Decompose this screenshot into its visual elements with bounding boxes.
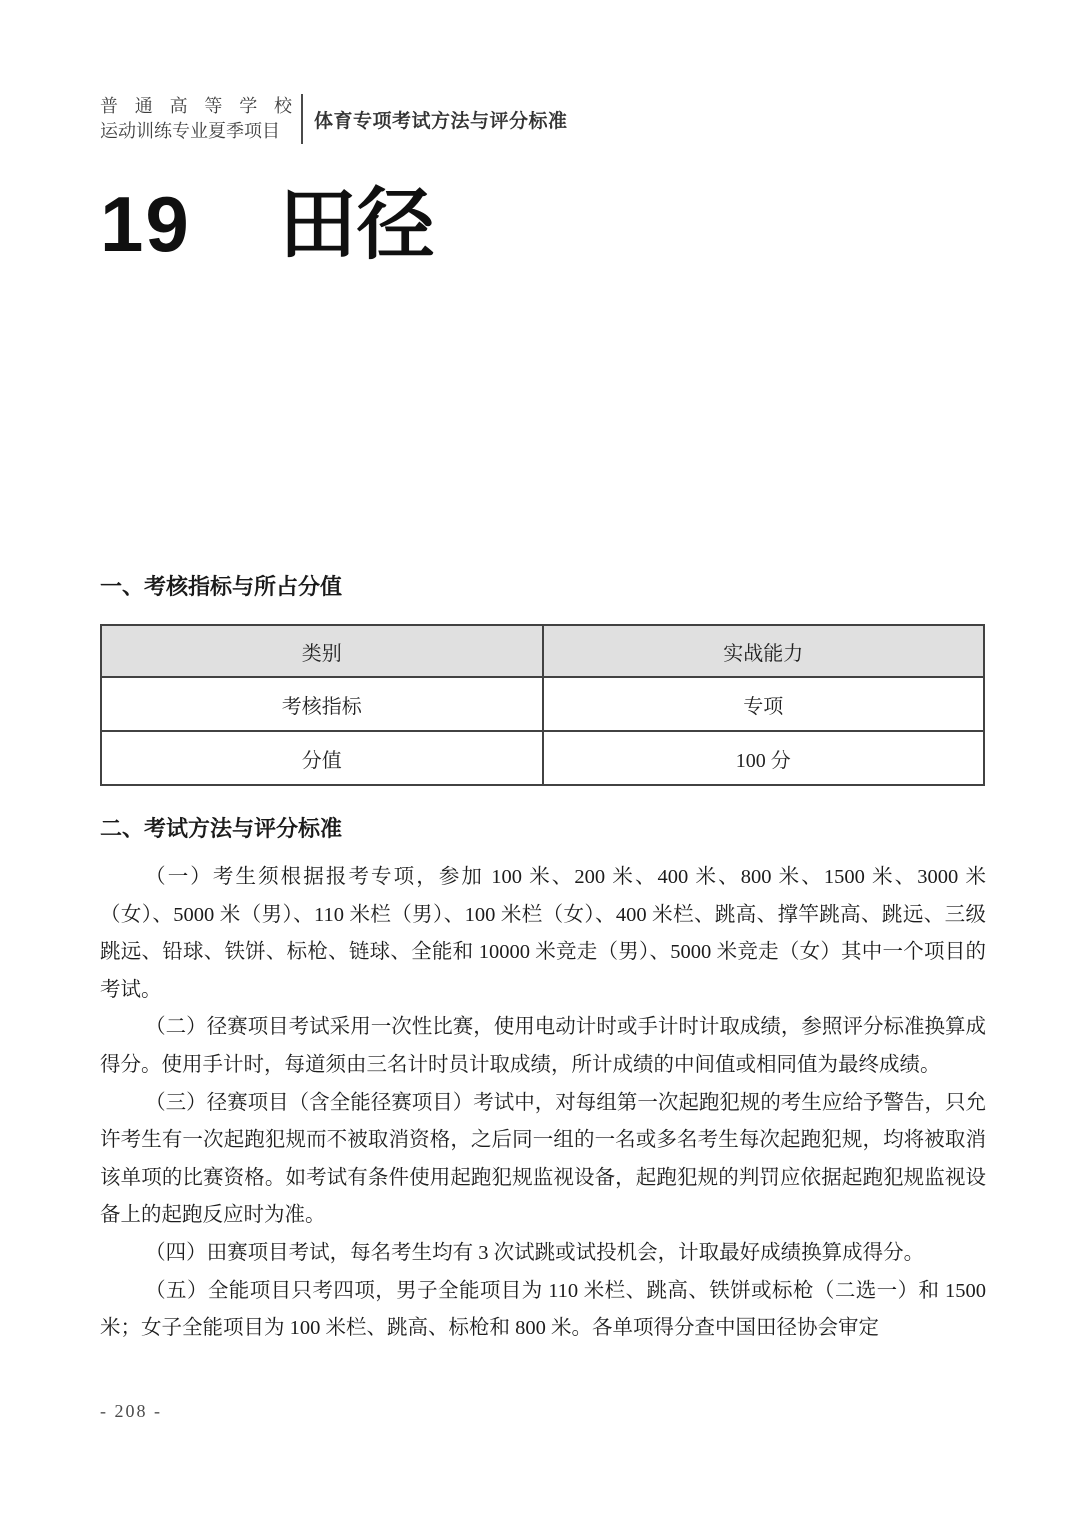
score-table-row-indicator bbox=[101, 677, 984, 731]
score-table-row-score bbox=[101, 731, 984, 785]
chapter-title bbox=[100, 180, 435, 268]
body-text bbox=[100, 859, 986, 1348]
score-table bbox=[100, 624, 985, 786]
score-table-cell-score-label: 分值 bbox=[101, 731, 543, 785]
running-header-right-title: 体育专项考试方法与评分标准 bbox=[314, 110, 568, 132]
paragraph-2: （二）径赛项目考试采用一次性比赛，使用电动计时或手计时计取成绩，参照评分标准换算成得分。使用手计时，每道须由三名计时员计取成绩，所计成绩的中间值或相同值为最终成绩。 bbox=[100, 1016, 986, 1076]
running-header-left-line1: 普 通 高 等 学 校 bbox=[100, 96, 292, 116]
score-table-header-row bbox=[101, 625, 984, 677]
running-header-left-line2: 运动训练专业夏季项目 bbox=[100, 121, 280, 141]
chapter-name: 田径 bbox=[278, 180, 435, 268]
score-table-cell-score-value: 100 分 bbox=[543, 731, 985, 785]
running-header bbox=[100, 94, 568, 144]
paragraph-5: （五）全能项目只考四项，男子全能项目为 110 米栏、跳高、铁饼或标枪（二选一）和 1500 米；女子全能项目为 100 米栏、跳高、标枪和 800 米。各单项得分查中国田径协会审定 bbox=[100, 1279, 986, 1340]
score-table-cell-indicator-value: 专项 bbox=[543, 677, 985, 731]
score-table-header-cell-category: 类别 bbox=[101, 625, 543, 677]
section1-heading: 一、考核指标与所占分值 bbox=[100, 574, 343, 599]
chapter-number: 19 bbox=[100, 180, 191, 268]
header-divider bbox=[301, 94, 303, 144]
score-table-cell-indicator-label: 考核指标 bbox=[101, 677, 543, 731]
score-table-header-cell-ability: 实战能力 bbox=[543, 625, 985, 677]
running-header-left bbox=[100, 94, 292, 144]
paragraph-1: （一）考生须根据报考专项，参加 100 米、200 米、400 米、800 米、1500 米、3000 米（女）、5000 米（男）、110 米栏（男）、100 米栏（女）、400 米栏、跳高、撑竿跳高、跳远、三级跳远、铅球、铁饼、标枪、链球、全能和 10000 米竞走（男）、5000 米竞走（女）其中一个项目的考试。 bbox=[100, 866, 986, 1001]
paragraph-3: （三）径赛项目（含全能径赛项目）考试中，对每组第一次起跑犯规的考生应给予警告，只允许考生有一次起跑犯规而不被取消资格，之后同一组的一名或多名考生每次起跑犯规，均将被取消该单项的比赛资格。如考试有条件使用起跑犯规监视设备，起跑犯规的判罚应依据起跑犯规监视设备上的起跑反应时为准。 bbox=[100, 1091, 986, 1227]
section2-heading: 二、考试方法与评分标准 bbox=[100, 816, 343, 841]
page-number: - 208 - bbox=[100, 1401, 162, 1421]
paragraph-4: （四）田赛项目考试，每名考生均有 3 次试跳或试投机会，计取最好成绩换算成得分。 bbox=[145, 1241, 925, 1264]
